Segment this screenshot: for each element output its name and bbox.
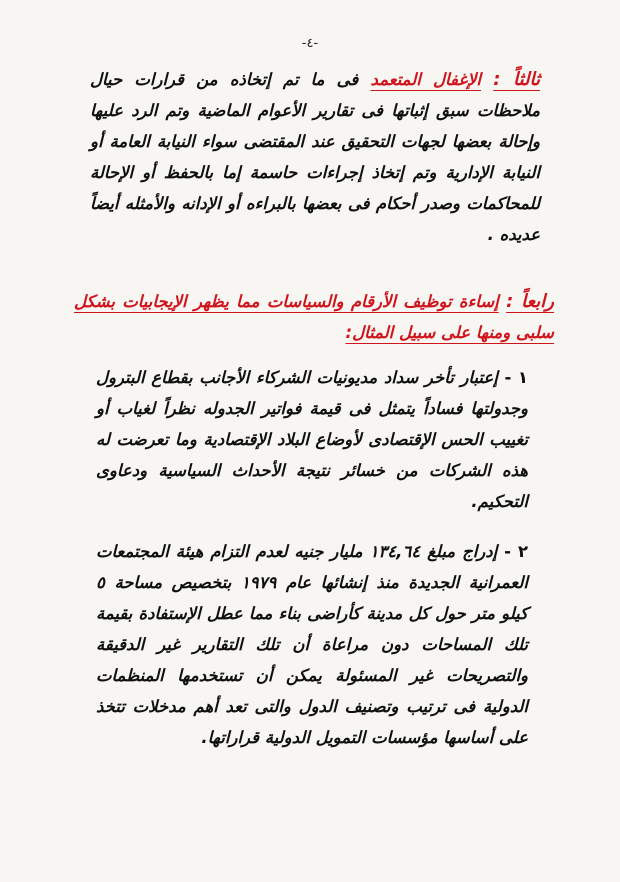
section-4-heading — [74, 286, 554, 348]
list-item-1 — [96, 362, 528, 517]
section-3-text: فى ما تم إتخاذه من قرارات حيال ملاحظات سبق إثباتها فى تقارير الأعوام الماضية وتم الرد عليها وإحالة بعضها لجهات التحقيق عند المقتضى سواء النيابة العامة أو النيابة الإدارية وتم إتخاذ إجراءات حاسمة إما بالحفظ أو الإحالة للمحاكمات وصدر أحكام فى بعضها بالبراءه أو الإدانه والأمثله أيضاً عديده . — [90, 70, 540, 244]
list-item-text: إعتبار تأخر سداد مديونيات الشركاء الأجانب بقطاع البترول وجدولتها فساداً يتمثل فى قيمة فواتير الجدوله نظراً لغياب أو تغييب الحس الإقتصادى لأوضاع البلاد الإقتصادية وما تعرضت له هذه الشركات من خسائر نتيجة الأحداث السياسية ودعاوى التحكيم. — [96, 368, 528, 511]
list-item-2 — [96, 536, 528, 753]
section-4-title: إساءة توظيف الأرقام والسياسات مما يظهر الإيجابيات بشكل سلبى ومنها على سبيل المثال: — [74, 292, 554, 342]
section-3-title: الإغفال المتعمد — [370, 70, 481, 89]
section-3-paragraph — [90, 64, 540, 250]
section-4-label: رابعاً : — [506, 291, 554, 312]
list-item-number: ١ - — [504, 368, 528, 387]
list-item-text: إدراج مبلغ ١٣٤,٦٤ مليار جنيه لعدم التزام هيئة المجتمعات العمرانية الجديدة منذ إنشائها عام ١٩٧٩ بتخصيص مساحة ٥ كيلو متر حول كل مدينة كأراضى بناء مما عطل الإستفادة بقيمة تلك المساحات دون مراعاة أن تلك التقارير غير الدقيقة والتصريحات غير المسئولة يمكن أن تستخدمها المنظمات الدولية فى ترتيب وتصنيف الدول والتى تعد أهم مدخلات تتخذ على أساسها مؤسسات التمويل الدولية قراراتها. — [96, 542, 528, 747]
section-3-label: ثالثاً : — [493, 69, 541, 90]
list-item-number: ٢ - — [504, 542, 529, 561]
page-number: -٤- — [301, 36, 319, 51]
